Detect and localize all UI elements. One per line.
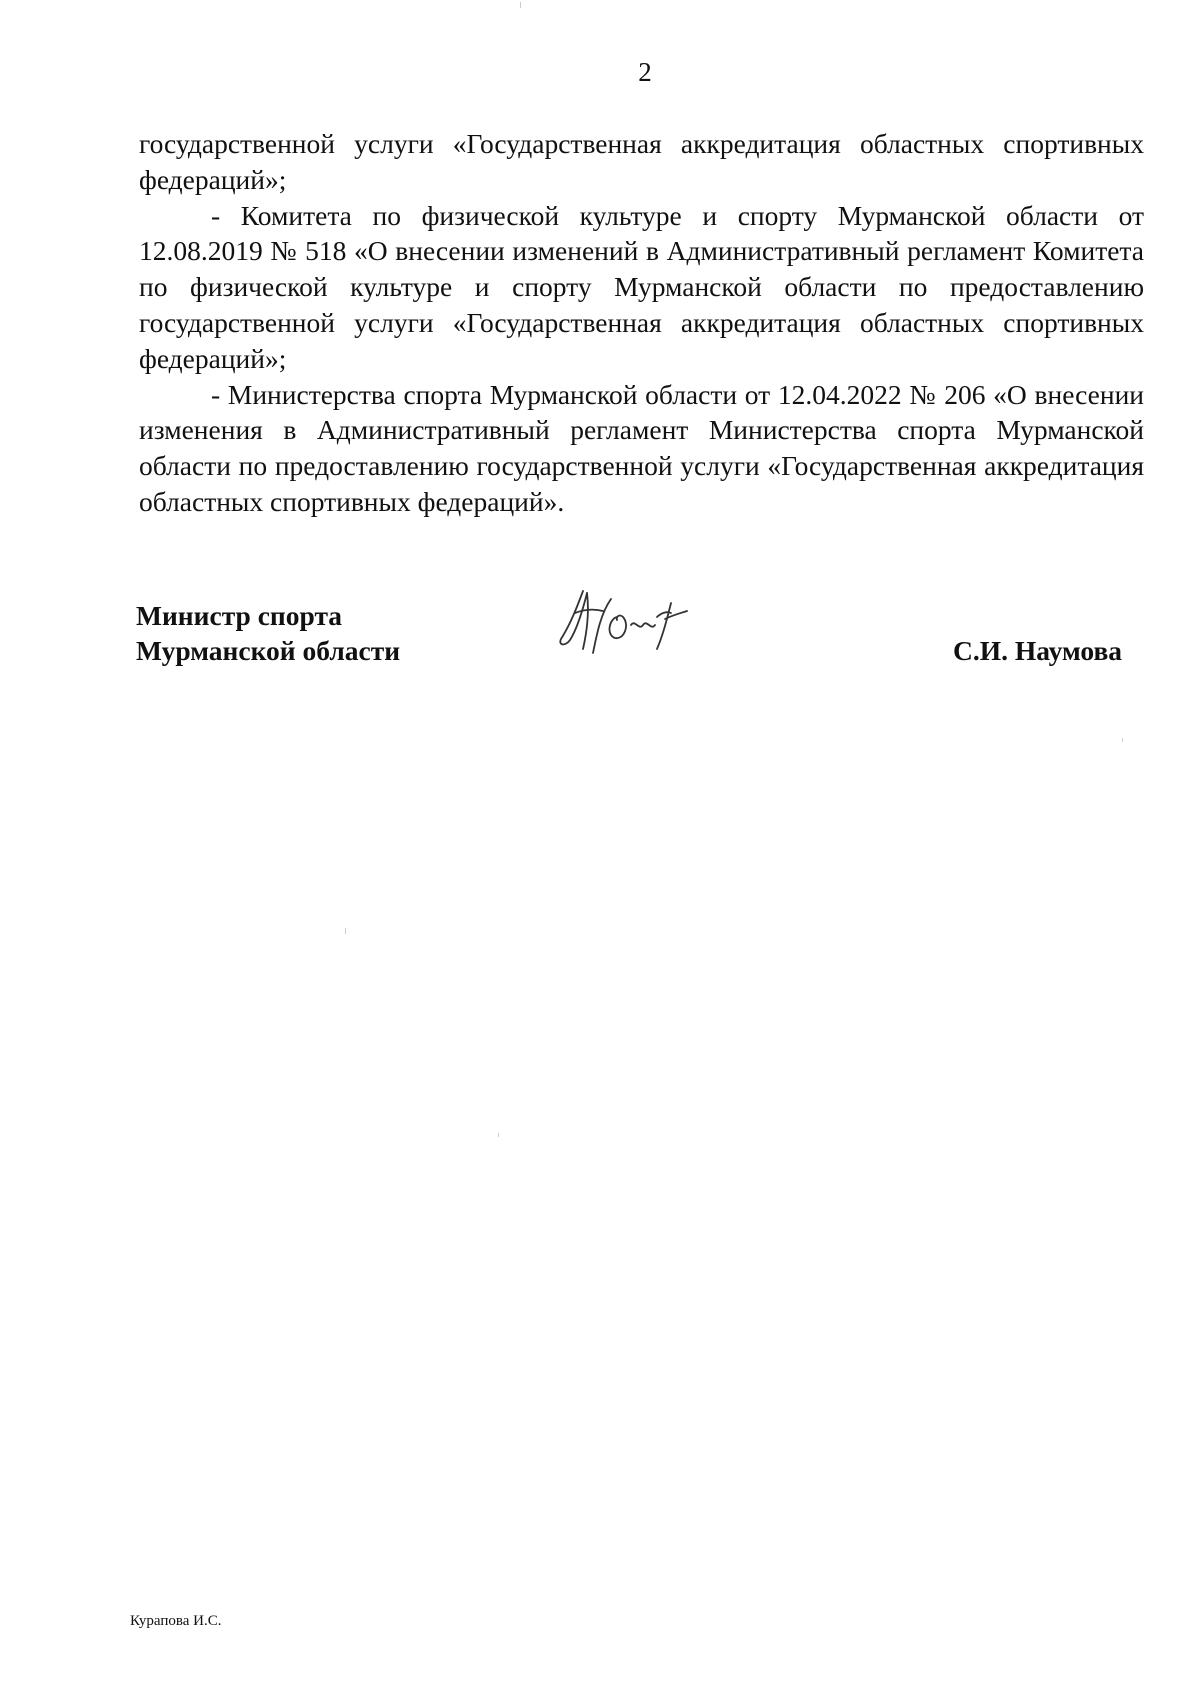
signature-stroke (631, 623, 655, 626)
paragraph-ministry-order: - Министерства спорта Мурманской области от 12.04.2022 № 206 «О внесении изменения в Административный регламент Министерства спорта Мурманской области по предоставлению государственной услуги «Государственная аккредитация областных спортивных федераций». (139, 378, 1144, 517)
signer-name: С.И. Наумова (953, 635, 1123, 666)
signature-block (136, 598, 400, 668)
signer-position-line2: Мурманской области (136, 635, 401, 666)
signature-stroke (575, 610, 603, 613)
executor-name: Курапова И.С. (130, 1613, 222, 1629)
scan-speck (520, 2, 521, 8)
signer-position-line1: Министр спорта (136, 600, 343, 631)
signature-stroke (609, 616, 626, 639)
paragraph-committee-order: - Комитета по физической культуре и спорту Мурманской области от 12.08.2019 № 518 «О внесении изменений в Административный регламент Комитета по физической культуре и спорту Мурманской области по предоставлению государственной услуги «Государственная аккредитация областных спортивных федераций»; (139, 199, 1144, 374)
paragraph-continuation: государственной услуги «Государственная аккредитация областных спортивных федераций»; (139, 128, 1144, 195)
signature-stroke (560, 591, 587, 644)
scan-speck (345, 928, 346, 934)
scan-speck (498, 1133, 499, 1137)
signature-stroke (593, 599, 611, 653)
handwritten-signature (553, 583, 703, 661)
page-number: 2 (638, 57, 652, 87)
body-text (139, 126, 1144, 520)
signature-stroke (657, 603, 671, 649)
scan-speck (1122, 738, 1123, 742)
